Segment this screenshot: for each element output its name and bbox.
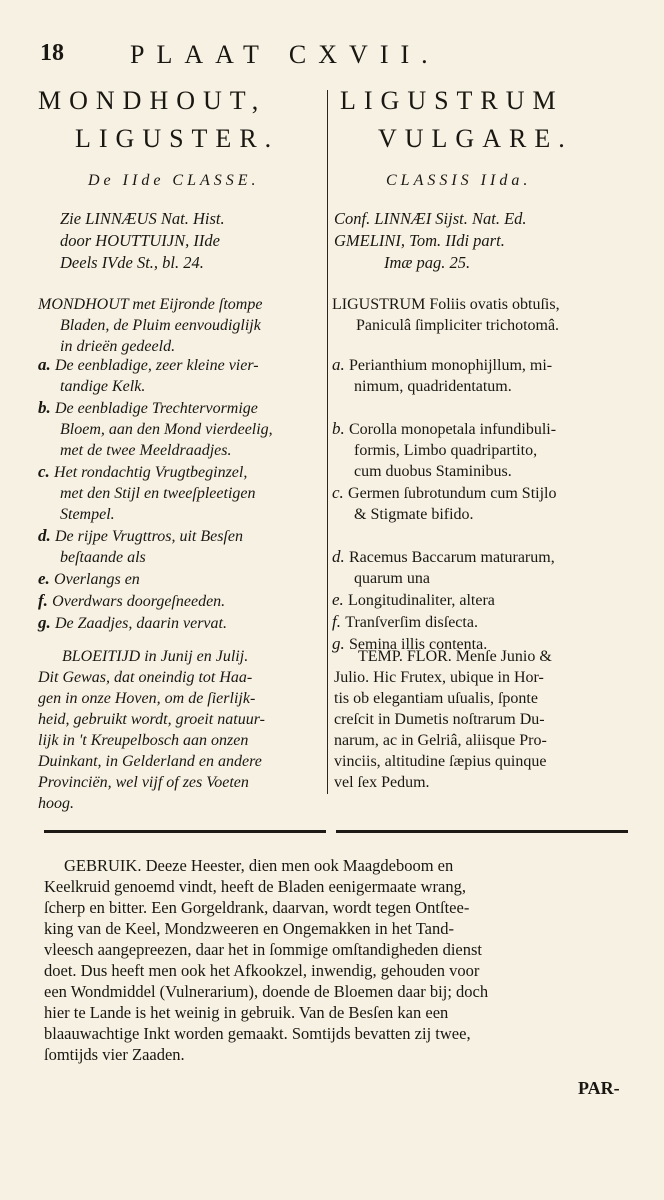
left-parts-list — [38, 354, 273, 634]
right-title-line-1: LIGUSTRUM — [340, 86, 564, 115]
flowering-line: TEMP. FLOR. Menſe Junio & — [358, 648, 552, 665]
right-reference-line: Conf. LINNÆI Sijst. Nat. Ed. — [334, 209, 527, 228]
flowering-line: BLOEITIJD in Junij en Julij. — [62, 648, 249, 665]
part-g: g. Semina illis contenta. — [332, 634, 488, 653]
right-title-line-2: VULGARE. — [378, 124, 573, 153]
right-reference — [334, 208, 527, 274]
usage-line: ſcherp en bitter. Een Gorgeldrank, daarvan, wordt tegen Ontſtee- — [44, 898, 470, 917]
usage-line: king van de Keel, Mondzweeren en Ongemakken in het Tand- — [44, 919, 454, 938]
column-divider — [327, 90, 328, 794]
left-title-line-1: MONDHOUT, — [38, 86, 267, 115]
part-b: b. De eenbladige Trechtervormige — [38, 398, 258, 417]
part-letter: e. — [332, 590, 349, 609]
flowering-line: Dit Gewas, dat oneindig tot Haa- — [38, 669, 253, 686]
usage-paragraph — [44, 855, 634, 1065]
flowering-line: tis ob elegantiam uſualis, ſponte — [334, 690, 538, 707]
left-title-line-2: LIGUSTER. — [75, 124, 280, 153]
left-classe: De IIde CLASSE. — [88, 172, 260, 189]
part-b-cont: cum duobus Staminibus. — [354, 463, 512, 480]
part-letter: d. — [332, 547, 349, 566]
page-number: 18 — [40, 40, 64, 66]
part-d: d. De rijpe Vrugttros, uit Besſen — [38, 526, 243, 545]
part-letter: d. — [38, 526, 55, 545]
part-letter: b. — [38, 398, 55, 417]
right-reference-line: GMELINI, Tom. IIdi part. — [334, 231, 505, 250]
description-line: in drieën gedeeld. — [60, 338, 176, 355]
plate-heading: PLAAT CXVII. — [130, 40, 440, 69]
description-line: Paniculâ ſimpliciter trichotomâ. — [356, 317, 560, 334]
part-b-cont: met de twee Meeldraadjes. — [60, 442, 232, 459]
part-c: c. Het rondachtig Vrugtbeginzel, — [38, 462, 248, 481]
flowering-line: vinciis, altitudine ſæpius quinque — [334, 753, 547, 770]
part-b-cont: Bloem, aan den Mond vierdeelig, — [60, 421, 273, 438]
right-flowering — [334, 646, 552, 793]
description-line: Bladen, de Pluim eenvoudiglijk — [60, 317, 261, 334]
right-description — [332, 294, 560, 336]
flowering-line: gen in onze Hoven, om de ſierlijk- — [38, 690, 256, 707]
part-letter: f. — [38, 591, 53, 610]
right-reference-line: Imæ pag. 25. — [384, 253, 471, 272]
left-description — [38, 294, 262, 357]
part-letter: g. — [38, 613, 55, 632]
part-g: g. De Zaadjes, daarin vervat. — [38, 613, 227, 632]
usage-line: blaauwachtige Inkt worden gemaakt. Somtijds bevatten zij twee, — [44, 1024, 471, 1043]
usage-line: ſomtijds vier Zaaden. — [44, 1045, 185, 1064]
left-reference — [60, 208, 225, 274]
flowering-line: lijk in 't Kreupelbosch aan onzen — [38, 732, 249, 749]
flowering-line: Julio. Hic Frutex, ubique in Hor- — [334, 669, 544, 686]
description-line: MONDHOUT met Eijronde ſtompe — [38, 296, 263, 313]
part-a: a. Perianthium monophijllum, mi- — [332, 355, 553, 374]
part-a-cont: nimum, quadridentatum. — [354, 378, 512, 395]
flowering-line: creſcit in Dumetis noſtrarum Du- — [334, 711, 545, 728]
left-reference-line: Zie LINNÆUS Nat. Hist. — [60, 209, 225, 228]
part-c-cont: met den Stijl en tweeſpleetigen — [60, 485, 256, 502]
part-d-cont: beſtaande als — [60, 549, 146, 566]
right-parts-list — [332, 354, 556, 655]
description-line: LIGUSTRUM Foliis ovatis obtuſis, — [332, 296, 560, 313]
part-a-cont: tandige Kelk. — [60, 378, 146, 395]
section-rule-right — [336, 830, 628, 833]
part-e: e. Longitudinaliter, altera — [332, 590, 495, 609]
part-c: c. Germen ſubrotundum cum Stijlo — [332, 483, 557, 502]
part-d-cont: quarum una — [354, 570, 430, 587]
part-letter: a. — [38, 355, 55, 374]
flowering-line: Provinciën, wel vijf of zes Voeten — [38, 774, 249, 791]
flowering-line: narum, ac in Gelriâ, aliisque Pro- — [334, 732, 547, 749]
part-e: e. Overlangs en — [38, 569, 140, 588]
left-reference-line: Deels IVde St., bl. 24. — [60, 253, 204, 272]
part-letter: c. — [38, 462, 55, 481]
part-letter: c. — [332, 483, 349, 502]
usage-line: Keelkruid genoemd vindt, heeft de Bladen eenigermaate wrang, — [44, 877, 466, 896]
flowering-line: vel ſex Pedum. — [334, 774, 430, 791]
usage-line: GEBRUIK. Deeze Heester, dien men ook Maagdeboom en — [64, 856, 454, 875]
part-a: a. De eenbladige, zeer kleine vier- — [38, 355, 259, 374]
part-letter: f. — [332, 612, 346, 631]
left-reference-line: door HOUTTUIJN, IIde — [60, 231, 220, 250]
part-b: b. Corolla monopetala infundibuli- — [332, 419, 557, 438]
part-letter: a. — [332, 355, 349, 374]
right-classe: CLASSIS IIda. — [386, 172, 532, 189]
flowering-line: hoog. — [38, 795, 74, 812]
part-c-cont: & Stigmate bifido. — [354, 506, 474, 523]
part-d: d. Racemus Baccarum maturarum, — [332, 547, 555, 566]
usage-line: een Wondmiddel (Vulnerarium), doende de Bloemen daar bij; doch — [44, 982, 489, 1001]
part-f: f. Tranſverſim disſecta. — [332, 612, 478, 631]
left-flowering — [38, 646, 265, 814]
part-letter: g. — [332, 634, 349, 653]
part-letter: e. — [38, 569, 55, 588]
usage-line: vleesch aangepreezen, daar het in ſommige omſtandigheden dienst — [44, 940, 482, 959]
part-b-cont: formis, Limbo quadripartito, — [354, 442, 538, 459]
part-c-cont: Stempel. — [60, 506, 115, 523]
flowering-line: Duinkant, in Gelderland en andere — [38, 753, 262, 770]
catchword: PAR- — [578, 1078, 620, 1098]
usage-line: hier te Lande is het weinig in gebruik. Van de Besſen kan een — [44, 1003, 449, 1022]
part-f: f. Overdwars doorgeſneeden. — [38, 591, 226, 610]
usage-line: doet. Dus heeft men ook het Afkookzel, inwendig, gehouden voor — [44, 961, 480, 980]
section-rule-left — [44, 830, 326, 833]
flowering-line: heid, gebruikt wordt, groeit natuur- — [38, 711, 265, 728]
part-letter: b. — [332, 419, 349, 438]
